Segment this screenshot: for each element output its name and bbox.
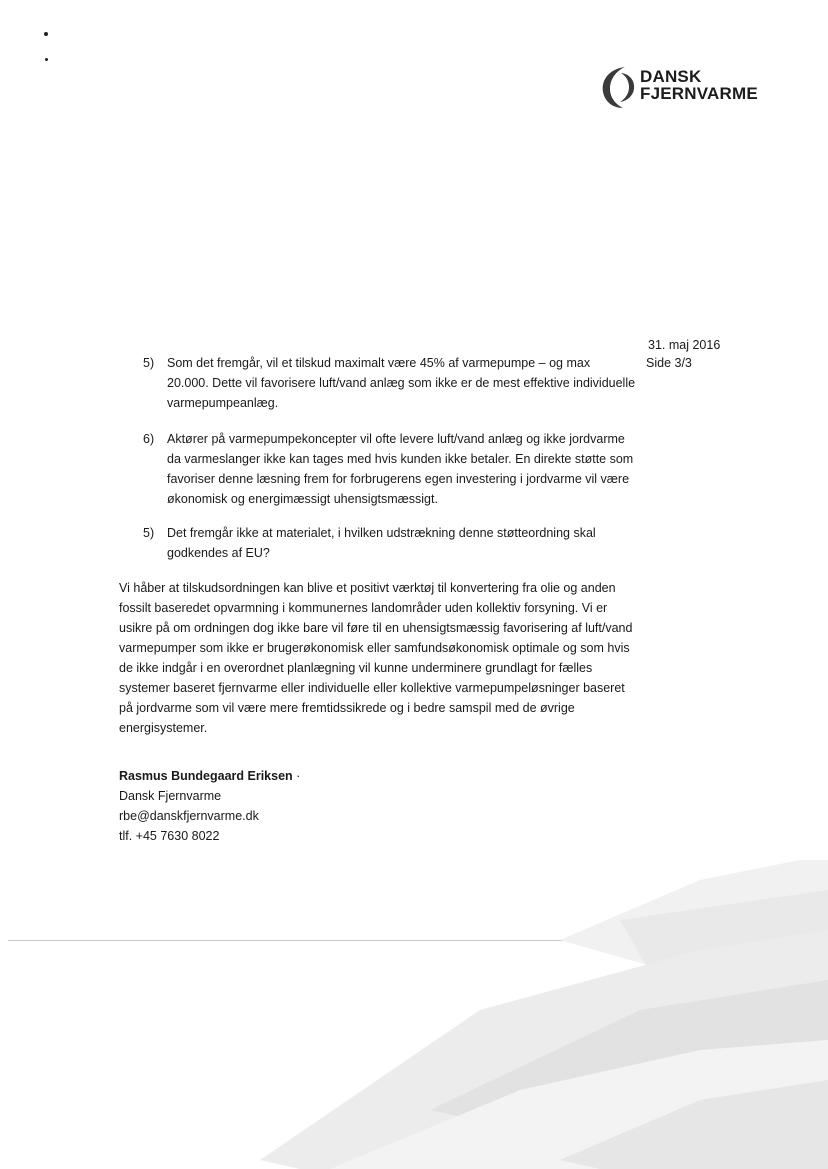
text-line: økonomisk og energimæssigt uhensigtsmæssigt. [167, 492, 438, 506]
text-line: varmepumpeanlæg. [167, 396, 279, 410]
text-line: 20.000. Dette vil favorisere luft/vand anlæg som ikke er de mest effektive individuelle [167, 376, 636, 390]
text-line: godkendes af EU? [167, 546, 270, 560]
name-mark: · [296, 769, 301, 783]
item-text [167, 429, 677, 509]
closing-paragraph [119, 578, 684, 738]
crescent-swirl-icon [599, 64, 639, 110]
item-number: 6) [143, 432, 155, 446]
text-line: Vi håber at tilskudsordningen kan blive et positivt værktøj til konvertering fra olie og anden [119, 581, 616, 595]
margin-dot [45, 58, 48, 61]
text-line: systemer baseret fjernvarme eller individuelle eller kollektive varmepumpeløsninger baseret [119, 681, 625, 695]
signer-org: Dansk Fjernvarme [119, 789, 222, 803]
item-text [167, 353, 677, 413]
text-line: Aktører på varmepumpekoncepter vil ofte levere luft/vand anlæg og ikke jordvarme [167, 432, 625, 446]
logo-line-1: DANSK [640, 67, 702, 86]
text-line: de ikke indgår i en overordnet planlægning vil kunne underminere grundlagt for fælles [119, 661, 593, 675]
text-line: fossilt baseredet opvarmning i kommunernes landområder uden kollektiv forsyning. Vi er [119, 601, 608, 615]
text-line: på jordvarme som vil være mere fremtidssikrede og i bedre samspil med de øvrige [119, 701, 575, 715]
signature-block [119, 766, 300, 846]
text-line: usikre på om ordningen dog ikke bare vil føre til en uhensigtsmæssig favorisering af luft/vand [119, 621, 633, 635]
letter-date: 31. maj 2016 [648, 338, 721, 352]
signer-email: rbe@danskfjernvarme.dk [119, 809, 259, 823]
text-line: varmepumper som ikke er brugerøkonomisk eller samfundsøkonomisk optimale og som hvis [119, 641, 630, 655]
logo-line-2: FJERNVARME [640, 84, 758, 103]
text-line: favoriser denne læsning frem for forbrugerens egen investering i jordvarme vil være [167, 472, 630, 486]
item-number: 5) [143, 356, 155, 370]
text-line: Som det fremgår, vil et tilskud maximalt være 45% af varmepumpe – og max [167, 356, 591, 370]
signer-phone: tlf. +45 7630 8022 [119, 829, 220, 843]
text-line: Det fremgår ikke at materialet, i hvilken udstrækning denne støtteordning skal [167, 526, 596, 540]
page-number: Side 3/3 [646, 356, 692, 370]
text-line: da varmeslanger ikke kan tages med hvis kunden ikke betaler. En direkte støtte som [167, 452, 634, 466]
item-text [167, 523, 677, 563]
item-number: 5) [143, 526, 155, 540]
logo-wordmark [640, 68, 758, 102]
decorative-wave-graphic [0, 860, 828, 1169]
signer-name: Rasmus Bundegaard Eriksen [119, 769, 293, 783]
margin-dot [44, 32, 48, 36]
text-line: energisystemer. [119, 721, 208, 735]
